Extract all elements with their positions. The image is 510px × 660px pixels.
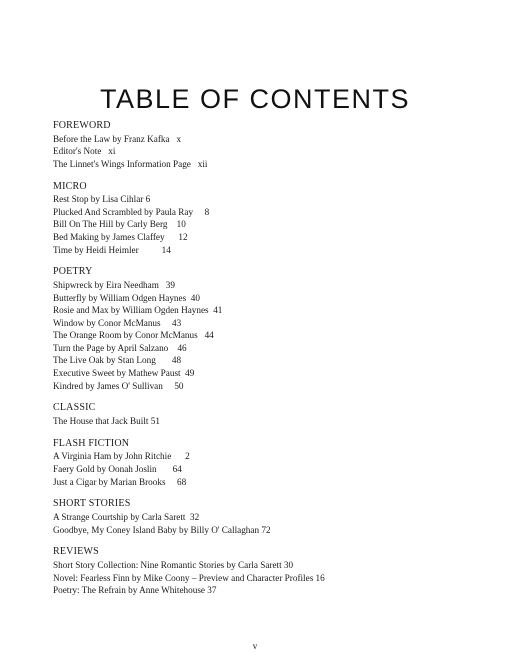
toc-entry: Time by Heidi Heimler 14	[53, 244, 171, 255]
toc-entry: Window by Conor McManus 43	[53, 317, 182, 328]
page-title: TABLE OF CONTENTS	[99, 84, 411, 115]
toc-entry: Bill On The Hill by Carly Berg 10	[53, 219, 186, 230]
section-reviews	[53, 546, 493, 596]
toc-entry: A Strange Courtship by Carla Sarett 32	[53, 511, 200, 522]
toc-entry: Turn the Page by April Salzano 46	[53, 342, 187, 353]
section-micro	[53, 181, 493, 257]
page-number: v	[252, 641, 258, 651]
toc-entry: The Live Oak by Stan Long 48	[53, 355, 182, 366]
toc-entry: The Orange Room by Conor McManus 44	[53, 330, 214, 341]
toc-entry: Executive Sweet by Mathew Paust 49	[53, 368, 195, 379]
toc-entry: Butterfly by William Odgen Haynes 40	[53, 292, 200, 303]
toc-entry: The House that Jack Built 51	[53, 416, 160, 427]
toc-entry: Before the Law by Franz Kafka x	[53, 133, 182, 144]
section-classic	[53, 402, 493, 427]
section-heading: FOREWORD	[53, 120, 111, 131]
section-heading: SHORT STORIES	[53, 498, 131, 510]
toc-entry: The Linnet's Wings Information Page xii	[53, 158, 208, 169]
section-heading: FLASH FICTION	[53, 437, 130, 449]
section-heading: POETRY	[53, 266, 93, 278]
toc-entry: Faery Gold by Oonah Joslin 64	[53, 464, 182, 474]
section-heading: REVIEWS	[53, 546, 99, 558]
section-foreword	[53, 120, 493, 170]
section-heading: MICRO	[53, 180, 87, 192]
toc-entry: Short Story Collection: Nine Romantic Stories by Carla Sarett 30	[53, 559, 294, 570]
toc-entry: Rest Stop by Lisa Cihlar 6	[53, 194, 151, 205]
section-short-stories	[53, 498, 493, 536]
table-of-contents	[53, 120, 493, 607]
toc-entry: Poetry: The Refrain by Anne Whitehouse 37	[53, 585, 217, 596]
section-poetry	[53, 266, 493, 392]
section-heading: CLASSIC	[53, 402, 96, 414]
toc-entry: Kindred by James O' Sullivan 50	[53, 380, 184, 391]
section-flash-fiction	[53, 438, 493, 488]
toc-entry: Plucked And Scrambled by Paula Ray 8	[53, 206, 210, 217]
toc-entry: Just a Cigar by Marian Brooks 68	[53, 476, 187, 487]
toc-entry: Rosie and Max by William Ogden Haynes 41	[53, 305, 223, 316]
toc-entry: Novel: Fearless Finn by Mike Coony – Preview and Character Profiles 16	[53, 572, 325, 583]
toc-entry: Editor's Note xi	[53, 146, 116, 157]
toc-entry: Bed Making by James Claffey 12	[53, 231, 188, 242]
toc-entry: A Virginia Ham by John Ritchie 2	[53, 451, 190, 462]
toc-entry: Goodbye, My Coney Island Baby by Billy O' Callaghan 72	[53, 524, 271, 535]
toc-entry: Shipwreck by Eira Needham 39	[53, 279, 175, 290]
